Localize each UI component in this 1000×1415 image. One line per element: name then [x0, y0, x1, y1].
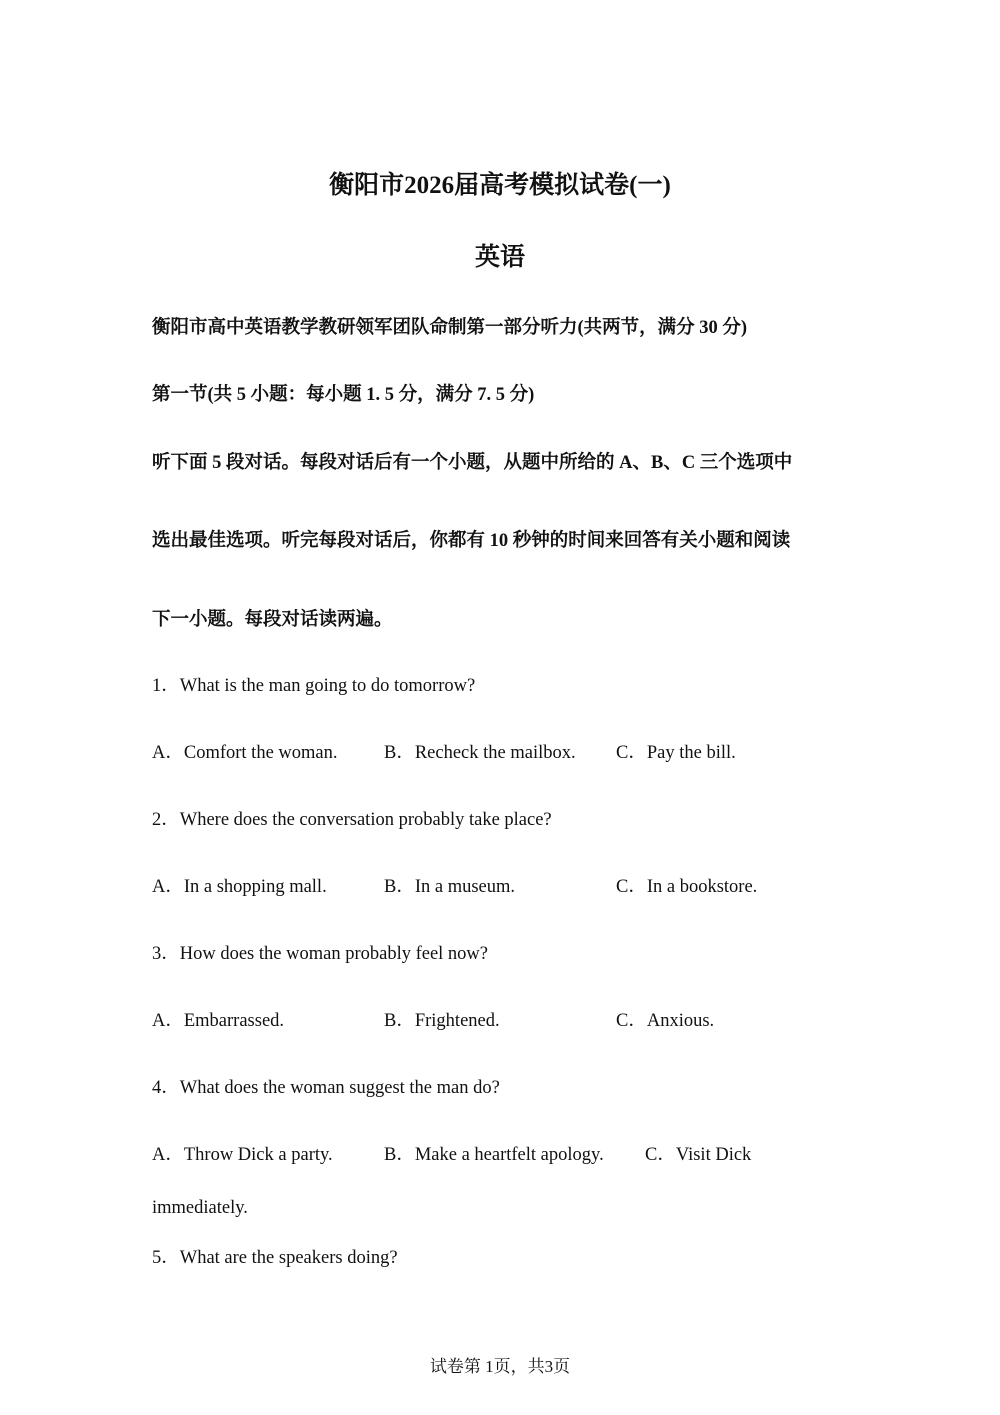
option-a: A．Throw Dick a party. — [152, 1145, 333, 1165]
instruction-line-2: 选出最佳选项。听完每段对话后，你都有 10 秒钟的时间来回答有关小题和阅读 — [152, 531, 791, 551]
page-number: 试卷第 1页，共3页 — [429, 1357, 571, 1376]
option-c: C．Pay the bill. — [616, 743, 736, 763]
option-a: A．Comfort the woman. — [152, 743, 338, 763]
option-b: B．In a museum. — [384, 877, 516, 897]
options-row — [152, 1142, 872, 1168]
instruction-line-1: 听下面 5 段对话。每段对话后有一个小题，从题中所给的 A、B、C 三个选项中 — [152, 453, 793, 473]
options-row — [152, 1008, 872, 1034]
question-stem: 5．What are the speakers doing? — [152, 1248, 398, 1268]
instruction-line-3: 下一小题。每段对话读两遍。 — [152, 610, 393, 630]
options-row — [152, 740, 872, 766]
subject-heading: 英语 — [474, 244, 525, 271]
question-stem: 1．What is the man going to do tomorrow? — [152, 676, 476, 696]
option-b: B．Frightened. — [384, 1011, 500, 1031]
option-c-continuation: immediately. — [152, 1198, 248, 1218]
part-heading: 衡阳市高中英语教学教研领军团队命制第一部分听力(共两节，满分 30 分) — [152, 318, 748, 338]
option-b: B．Make a heartfelt apology. — [384, 1145, 604, 1165]
question-stem: 3．How does the woman probably feel now? — [152, 944, 488, 964]
option-a: A．In a shopping mall. — [152, 877, 327, 897]
section-heading: 第一节(共 5 小题：每小题 1. 5 分，满分 7. 5 分) — [152, 385, 535, 405]
question-stem: 2．Where does the conversation probably take place? — [152, 810, 552, 830]
option-c: C．In a bookstore. — [616, 877, 758, 897]
question-stem: 4．What does the woman suggest the man do? — [152, 1078, 500, 1098]
exam-title: 衡阳市2026届高考模拟试卷(一) — [329, 172, 671, 199]
option-c: C．Anxious. — [616, 1011, 715, 1031]
option-a: A．Embarrassed. — [152, 1011, 285, 1031]
options-row — [152, 874, 872, 900]
option-c: C．Visit Dick — [645, 1145, 752, 1165]
option-b: B．Recheck the mailbox. — [384, 743, 576, 763]
